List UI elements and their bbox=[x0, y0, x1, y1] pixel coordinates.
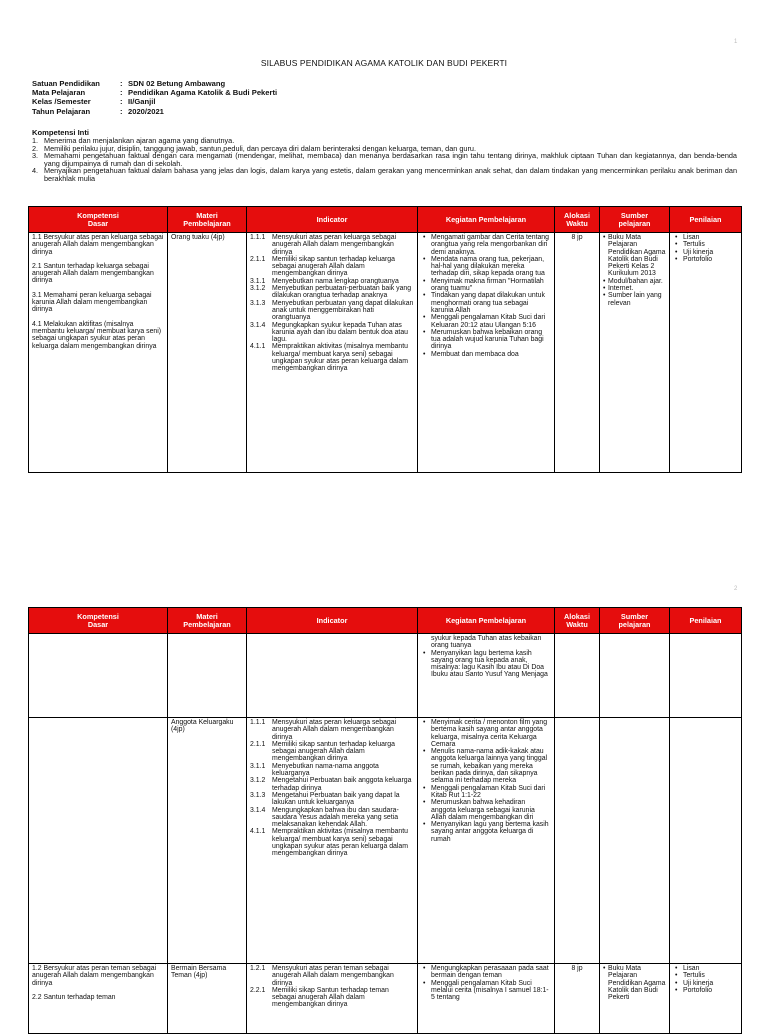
header-indicator bbox=[247, 608, 418, 634]
alokasi-text: 8 jp bbox=[571, 965, 583, 972]
alokasi-cell bbox=[555, 964, 600, 1034]
kegiatan-cell bbox=[418, 634, 555, 718]
ki-number: 2. bbox=[32, 143, 39, 153]
indicator-text: Mengetahui Perbuatan baik anggota keluarga terhadap dirinya bbox=[272, 777, 412, 792]
meta-value: SDN 02 Betung Ambawang bbox=[128, 79, 226, 88]
alokasi-cell bbox=[555, 718, 600, 964]
sumber-cell bbox=[600, 233, 670, 473]
indicator-item bbox=[250, 234, 414, 256]
meta-colon: : bbox=[120, 79, 123, 88]
indicator-text: Mengetahui Perbuatan baik yang dapat la lakukan untuk keluarganya bbox=[272, 791, 400, 807]
header-alokasi bbox=[555, 608, 600, 634]
indicator-text: Menyebutkan perbuatan-perbuatan baik yang dilakukan orangtua terhadap anaknya bbox=[272, 285, 412, 300]
indicator-number: 3.1.3 bbox=[250, 791, 266, 799]
indicator-text: Mensyukuri atas peran keluarga sebagai anugerah Allah dalam mengembangkan dirinya bbox=[272, 719, 397, 741]
indicator-item bbox=[250, 285, 414, 300]
meta-colon: : bbox=[120, 106, 123, 116]
indicator-number: 3.1.1 bbox=[250, 277, 266, 285]
meta-label: Mata Pelajaran bbox=[32, 88, 86, 98]
penilaian-item: • Lisan bbox=[683, 234, 738, 241]
kd-item: 1.2 Bersyukur atas peran teman sebagai anugerah Allah dalam mengembangkan dirinya bbox=[32, 965, 157, 987]
indicator-number: 2.1.1 bbox=[250, 255, 266, 263]
indicator-text: Menyebutkan nama lengkap orangtuanya bbox=[272, 277, 399, 285]
indicator-text: Mempraktikan aktivitas (misalnya membantu keluarga/ membuat karya seni) sebagai ungkapan syukur atas peran keluarga dalam mengembangkan dirinya bbox=[272, 343, 408, 373]
indicator-item bbox=[250, 741, 414, 763]
alokasi-text: 8 jp bbox=[571, 234, 583, 241]
ki-item bbox=[32, 167, 737, 182]
ki-text: Menerima dan menjalankan ajaran agama yang dianutnya. bbox=[44, 136, 235, 145]
header-label: Kompetensi Dasar bbox=[77, 611, 119, 629]
kd-item: 2.2 Santun terhadap teman bbox=[32, 993, 116, 1001]
indicator-number: 3.1.3 bbox=[250, 299, 266, 307]
ki-text: Memiliki perilaku jujur, disiplin, tanggung jawab, santun,peduli, dan percaya diri dalam berinteraksi dengan keluarga, teman, dan guru. bbox=[44, 143, 476, 153]
syllabus-table-page-1 bbox=[28, 206, 742, 473]
sumber-item: • Internet. bbox=[608, 285, 666, 292]
indicator-text: Mensyukuri atas peran teman sebagai anugerah Allah dalam mengembangkan dirinya bbox=[272, 965, 394, 987]
indicator-item bbox=[250, 278, 414, 285]
ki-text: Menyajikan pengetahuan faktual dalam bahasa yang jelas dan logis, dalam karya yang estetis, dalam gerakan yang mencerminkan anak sehat, dan dalam tindakan yang mencerminkan perilaku anak beriman dan berakhlak mulia bbox=[44, 166, 737, 183]
header-label: Materi Pembelajaran bbox=[183, 611, 231, 629]
kd-item: 2.1 Santun terhadap keluarga sebagai anugerah Allah dalam mengembangkan dirinya bbox=[32, 262, 154, 285]
header-alokasi bbox=[555, 207, 600, 233]
header-materi bbox=[168, 207, 247, 233]
header-label: Alokasi Waktu bbox=[564, 210, 590, 228]
kd-cell bbox=[29, 718, 168, 964]
kegiatan-item: • Menyanyikan lagu yang bertema kasih sayang antar anggota keluarga di rumah bbox=[431, 821, 551, 843]
kegiatan-item: • Menyimak makna firman "Hormatilah orang tuamu" bbox=[431, 278, 551, 293]
materi-text: Anggota Keluargaku (4jp) bbox=[171, 719, 234, 734]
indicator-text: Mengungkapkan bahwa ibu dan saudara-saudara Yesus adalah mereka yang setia melaksanakan kehendak Allah. bbox=[272, 806, 399, 829]
header-label: Kompetensi Dasar bbox=[77, 210, 119, 228]
header-label: Sumber pelajaran bbox=[618, 611, 651, 629]
sumber-cell bbox=[600, 634, 670, 718]
kegiatan-cell bbox=[418, 718, 555, 964]
indicator-item bbox=[250, 256, 414, 278]
indicator-text: Menyebutkan nama-nama anggota keluarganya bbox=[272, 762, 379, 778]
indicator-number: 4.1.1 bbox=[250, 828, 266, 836]
syllabus-table-page-2 bbox=[28, 607, 742, 1034]
ki-number: 4. bbox=[32, 166, 39, 176]
penilaian-cell bbox=[670, 233, 742, 473]
meta-value: Pendidikan Agama Katolik & Budi Pekerti bbox=[128, 88, 278, 98]
kegiatan-item: • Menyimak cerita / menonton film yang bertema kasih sayang antar anggota keluarga, misalnya cerita Keluarga Cemara bbox=[431, 719, 551, 748]
indicator-item bbox=[250, 807, 414, 829]
kegiatan-item: • Menulis nama-nama adik-kakak atau anggota keluarga lainnya yang tinggal se rumah, kebaikan yang mereka berikan pada dirinya, dan sikapnya selama ini terhadap mereka bbox=[431, 748, 551, 784]
materi-text: Bermain Bersama Teman (4jp) bbox=[171, 965, 227, 980]
header-kompetensi-dasar bbox=[29, 207, 168, 233]
header-indicator bbox=[247, 207, 418, 233]
table-row bbox=[29, 964, 742, 1034]
indicator-number: 3.1.4 bbox=[250, 321, 266, 329]
kegiatan-item: • Merumuskan bahwa kebaikan orang tua adalah wujud karunia Tuhan bagi dirinya bbox=[431, 329, 551, 351]
ki-number: 1. bbox=[32, 136, 39, 145]
indicator-text: Mensyukuri atas peran keluarga sebagai anugerah Allah dalam mengembangkan dirinya bbox=[272, 234, 397, 256]
indicator-text: Mempraktikan aktivitas (misalnya membantu keluarga/ membuat karya seni) sebagai ungkapan syukur atas peran keluarga dalam mengembangkan dirinya bbox=[272, 828, 408, 858]
meta-colon: : bbox=[120, 88, 123, 98]
kd-cell bbox=[29, 964, 168, 1034]
kegiatan-cell bbox=[418, 233, 555, 473]
sumber-item: • Buku Mata Pelajaran Pendidikan Agama Katolik dan Budi Pekerti Kelas 2 Kurikulum 2013 bbox=[608, 234, 666, 278]
indicator-item bbox=[250, 343, 414, 372]
kd-item: 3.1 Memahami peran keluarga sebagai karunia Allah dalam mengembangkan dirinya bbox=[32, 291, 152, 314]
materi-cell bbox=[168, 718, 247, 964]
indicator-item bbox=[250, 777, 414, 792]
indicator-cell bbox=[247, 634, 418, 718]
sumber-item: • Sumber lain yang relevan bbox=[608, 292, 666, 307]
meta-value: II/Ganjil bbox=[128, 97, 156, 107]
indicator-number: 3.1.2 bbox=[250, 777, 266, 785]
ki-item bbox=[32, 152, 737, 167]
kd-item: 4.1 Melakukan aktifitas (misalnya membantu keluarga/ membuat karya seni) sebagai ungkapan syukur atas peran keluarga dalam mengembangkan dirinya bbox=[32, 320, 162, 350]
indicator-cell bbox=[247, 233, 418, 473]
header-kegiatan bbox=[418, 608, 555, 634]
table-row bbox=[29, 718, 742, 964]
kegiatan-item: • Menggali pengalaman Kitab Suci dari Keluaran 20:12 atau Ulangan 5:16 bbox=[431, 314, 551, 329]
indicator-number: 2.2.1 bbox=[250, 986, 266, 994]
sumber-item: • Buku Mata Pelajaran Pendidikan Agama Katolik dan Budi Pekerti bbox=[608, 965, 666, 1001]
meta-colon: : bbox=[120, 97, 123, 107]
indicator-item bbox=[250, 763, 414, 778]
materi-cell bbox=[168, 233, 247, 473]
indicator-cell bbox=[247, 718, 418, 964]
meta-label: Tahun Pelajaran bbox=[32, 106, 91, 116]
page-title: SILABUS PENDIDIKAN AGAMA KATOLIK DAN BUDI PEKERTI bbox=[260, 58, 508, 68]
penilaian-item: • Uji kinerja bbox=[683, 249, 738, 256]
materi-text: Orang tuaku (4jp) bbox=[171, 234, 225, 241]
kegiatan-item: • Menyanyikan lagu bertema kasih sayang orang tua kepada anak, misalnya: lagu Kasih Ibu atau Di Doa Ibuku atau Santo Yusuf Yang Menjaga bbox=[431, 650, 551, 679]
indicator-item bbox=[250, 719, 414, 741]
penilaian-item: • Uji kinerja bbox=[683, 980, 738, 987]
indicator-cell bbox=[247, 964, 418, 1034]
penilaian-item: • Portofolio bbox=[683, 987, 738, 994]
kegiatan-item: • Membuat dan membaca doa bbox=[431, 351, 551, 358]
header-penilaian bbox=[670, 207, 742, 233]
page-number: 1 bbox=[734, 39, 738, 45]
identity-block bbox=[32, 79, 277, 116]
kd-cell bbox=[29, 233, 168, 473]
header-label: Sumber pelajaran bbox=[618, 210, 651, 228]
meta-value: 2020/2021 bbox=[128, 106, 164, 116]
header-label: Penilaian bbox=[689, 615, 722, 625]
indicator-number: 3.1.1 bbox=[250, 762, 266, 770]
kegiatan-continuation: syukur kepada Tuhan atas kebaikan orang tuanya bbox=[431, 635, 542, 650]
header-label: Alokasi Waktu bbox=[564, 611, 590, 629]
header-sumber bbox=[600, 207, 670, 233]
indicator-number: 3.1.4 bbox=[250, 806, 266, 814]
indicator-number: 1.1.1 bbox=[250, 234, 266, 241]
kegiatan-cell bbox=[418, 964, 555, 1034]
ki-list bbox=[32, 137, 737, 183]
kegiatan-item: • Mengungkapkan perasaaan pada saat bermain dengan teman bbox=[431, 965, 551, 980]
kegiatan-item: • Menggali pengalaman Kitab Suci melalui cerita (misalnya I samuel 18:1-5 tentang bbox=[431, 980, 551, 1002]
indicator-item bbox=[250, 792, 414, 807]
indicator-item bbox=[250, 828, 414, 857]
indicator-text: Memiliki sikap Santun terhadap teman sebagai anugerah Allah dalam mengembangkan dirinya bbox=[272, 986, 389, 1009]
penilaian-item: • Portofolio bbox=[683, 256, 738, 263]
indicator-text: Memiliki sikap santun terhadap keluarga sebagai anugerah Allah dalam mengembangkan dirinya bbox=[272, 255, 395, 278]
table-row bbox=[29, 634, 742, 718]
sumber-cell bbox=[600, 718, 670, 964]
kegiatan-item: • Mendata nama orang tua, pekerjaan, hal-hal yang dilakukan mereka terhadap diri, sikap kepada orang tua bbox=[431, 256, 551, 278]
penilaian-cell bbox=[670, 634, 742, 718]
kegiatan-item: • Tindakan yang dapat dilakukan untuk menghormati orang tua sebagai karunia Allah bbox=[431, 292, 551, 314]
header-sumber bbox=[600, 608, 670, 634]
indicator-number: 2.1.1 bbox=[250, 740, 266, 748]
header-kegiatan bbox=[418, 207, 555, 233]
indicator-text: Menyebutkan perbuatan yang dapat dilakukan anak untuk menggembirakan hati orangtuanya bbox=[272, 299, 414, 322]
header-label: Kegiatan Pembelajaran bbox=[445, 214, 527, 224]
penilaian-item: • Tertulis bbox=[683, 972, 738, 979]
materi-cell bbox=[168, 634, 247, 718]
header-label: Penilaian bbox=[689, 214, 722, 224]
sumber-cell bbox=[600, 964, 670, 1034]
penilaian-item: • Lisan bbox=[683, 965, 738, 972]
indicator-number: 1.1.1 bbox=[250, 719, 266, 726]
materi-cell bbox=[168, 964, 247, 1034]
indicator-item bbox=[250, 322, 414, 344]
indicator-text: Memiliki sikap santun terhadap keluarga sebagai anugerah Allah dalam mengembangkan dirinya bbox=[272, 740, 395, 763]
ki-number: 3. bbox=[32, 151, 39, 161]
ki-heading: Kompetensi Inti bbox=[32, 128, 89, 137]
meta-label: Satuan Pendidikan bbox=[32, 79, 100, 88]
header-label: Materi Pembelajaran bbox=[183, 210, 231, 228]
header-label: Indicator bbox=[316, 214, 348, 224]
header-label: Kegiatan Pembelajaran bbox=[445, 615, 527, 625]
penilaian-cell bbox=[670, 964, 742, 1034]
indicator-item bbox=[250, 987, 414, 1009]
indicator-number: 4.1.1 bbox=[250, 343, 266, 351]
alokasi-cell bbox=[555, 233, 600, 473]
kegiatan-item: • Merumuskan bahwa kehadiran anggota keluarga sebagai karunia Allah dalam mengembangkan diri bbox=[431, 799, 551, 821]
alokasi-cell bbox=[555, 634, 600, 718]
header-penilaian bbox=[670, 608, 742, 634]
table-row bbox=[29, 233, 742, 473]
indicator-number: 3.1.2 bbox=[250, 285, 266, 293]
indicator-item bbox=[250, 300, 414, 322]
sumber-item: • Modul/bahan ajar. bbox=[608, 278, 666, 285]
meta-label: Kelas /Semester bbox=[32, 97, 91, 107]
page-number: 2 bbox=[734, 586, 738, 592]
ki-text: Memahami pengetahuan faktual dengan cara mengamati (mendengar, melihat, membaca) dan menanya berdasarkan rasa ingin tahu tentang dirinya, makhluk ciptaan Tuhan dan kegiatannya, dan benda-benda yang dijumpainya di rumah dan di sekolah. bbox=[44, 151, 737, 168]
header-materi bbox=[168, 608, 247, 634]
header-label: Indicator bbox=[316, 615, 348, 625]
kd-cell bbox=[29, 634, 168, 718]
indicator-number: 1.2.1 bbox=[250, 965, 266, 972]
header-kompetensi-dasar bbox=[29, 608, 168, 634]
indicator-item bbox=[250, 965, 414, 987]
penilaian-item: • Tertulis bbox=[683, 241, 738, 248]
kegiatan-item: • Mengamati gambar dan Cerita tentang orangtua yang rela mengorbankan diri demi anaknya. bbox=[431, 234, 551, 256]
indicator-text: Megungkapkan syukur kepada Tuhan atas karunia ayah dan ibu dalam bentuk doa atau lagu. bbox=[272, 321, 408, 344]
penilaian-cell bbox=[670, 718, 742, 964]
kegiatan-item: • Menggali pengalaman Kitab Suci dari Kitab Rut 1:1-22 bbox=[431, 785, 551, 800]
kd-item: 1.1 Bersyukur atas peran keluarga sebagai anugerah Allah dalam mengembangkan dirinya bbox=[32, 234, 164, 256]
